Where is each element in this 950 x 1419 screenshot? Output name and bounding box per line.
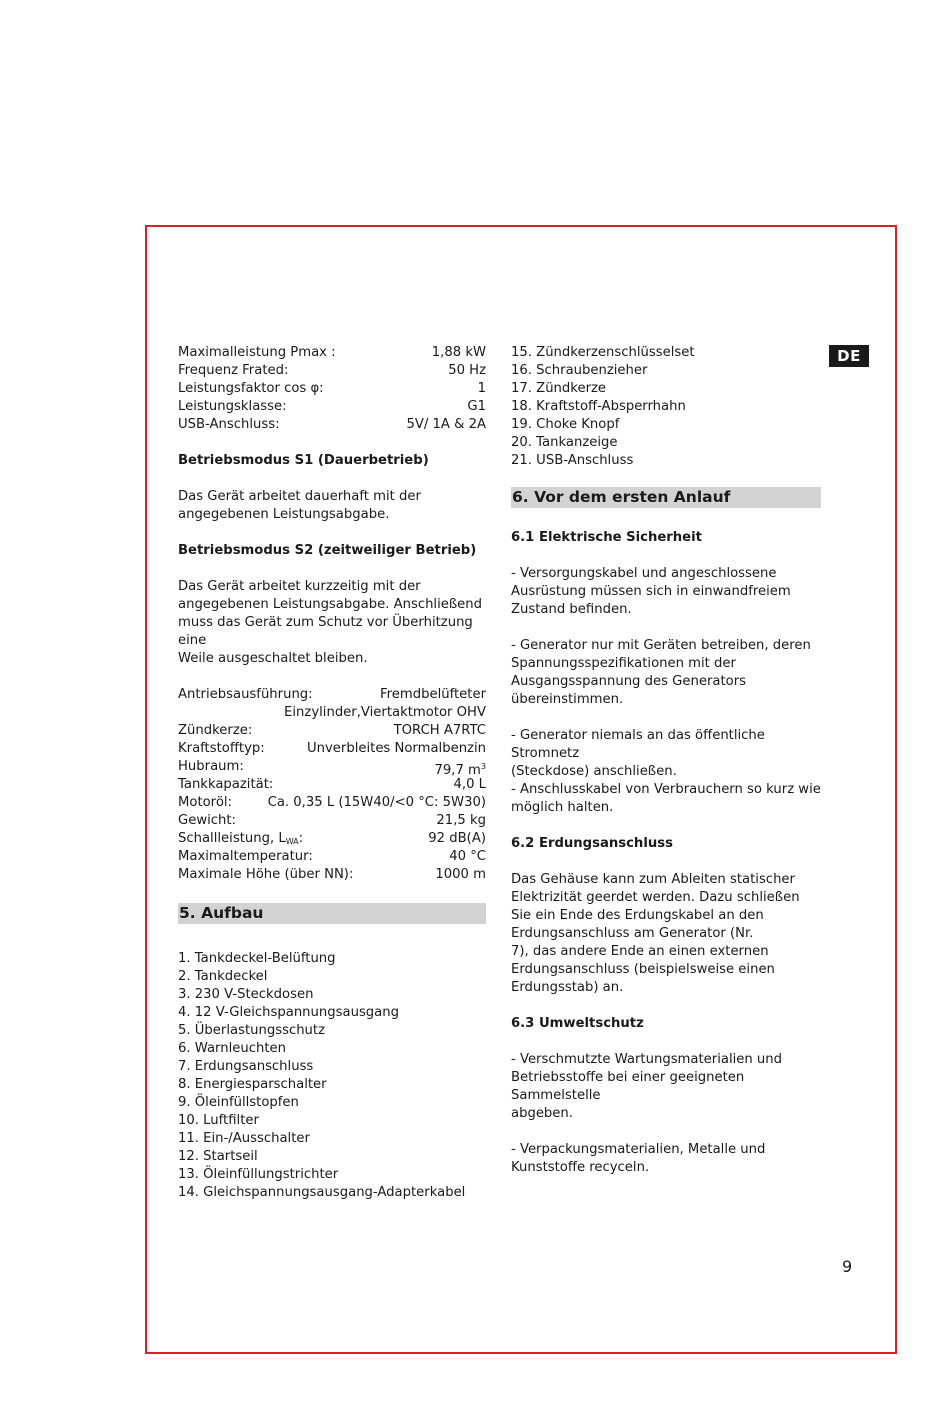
spec-value: 92 dB(A) (428, 831, 486, 846)
section-6-1-heading: 6.1 Elektrische Sicherheit (511, 530, 702, 545)
spec-row-displacement (178, 758, 486, 776)
section-6-1-para-2 (511, 637, 821, 709)
mode-s1-text (178, 488, 486, 524)
text-line: Das Gerät arbeitet kurzzeitig mit der (178, 579, 421, 594)
section-5-heading: 5. Aufbau (178, 903, 486, 924)
spec-row-maxtemp (178, 848, 486, 866)
spec-label: Motoröl: (178, 795, 232, 810)
text-line: - Anschlusskabel von Verbrauchern so kurz wie (511, 782, 821, 797)
section-6-1-para-3 (511, 727, 821, 817)
spec-row-weight (178, 812, 486, 830)
language-badge: DE (829, 345, 869, 367)
list-item: 16. Schraubenzieher (511, 363, 648, 378)
list-item: 2. Tankdeckel (178, 969, 268, 984)
spec-row-fuel (178, 740, 486, 758)
text-line: übereinstimmen. (511, 692, 624, 707)
spec-label: Maximaltemperatur: (178, 849, 313, 864)
text-line: 7), das andere Ende an einen externen (511, 944, 769, 959)
spec-label: Gewicht: (178, 813, 237, 828)
text-line: Sie ein Ende des Erdungskabel an den (511, 908, 764, 923)
text-line: möglich halten. (511, 800, 614, 815)
spec-value: 21,5 kg (436, 813, 486, 828)
list-item: 10. Luftfilter (178, 1113, 259, 1128)
spec-value: 4,0 L (453, 777, 486, 792)
spec-label: Kraftstofftyp: (178, 741, 265, 756)
spec-label: Hubraum: (178, 759, 244, 774)
spec-value: 1 (477, 381, 486, 396)
list-item: 6. Warnleuchten (178, 1041, 286, 1056)
text-line: - Verschmutzte Wartungsmaterialien und (511, 1052, 783, 1067)
text-line: angegebenen Leistungsabgabe. (178, 507, 390, 522)
spec-label: Maximalleistung Pmax : (178, 345, 336, 360)
spec-value-superscript: 3 (480, 762, 486, 771)
left-column (178, 344, 486, 1202)
spec-list-engine (178, 686, 486, 884)
spec-value: 1,88 kW (431, 345, 486, 360)
spec-label-text: Schallleistung, L (178, 831, 286, 846)
spec-row (178, 398, 486, 416)
section-6-2-para-1 (511, 871, 821, 997)
text-line: Ausgangsspannung des Generators (511, 674, 747, 689)
spec-value-number: 79,7 m (434, 763, 481, 778)
text-line: Erdungsanschluss am Generator (Nr. (511, 926, 754, 941)
text-line: Erdungsstab) an. (511, 980, 624, 995)
list-item: 11. Ein-/Ausschalter (178, 1131, 310, 1146)
list-item: 17. Zündkerze (511, 381, 607, 396)
spec-row (178, 344, 486, 362)
spec-value: TORCH A7RTC (393, 723, 486, 738)
spec-value: Ca. 0,35 L (15W40/<0 °C: 5W30) (267, 795, 486, 810)
list-item: 19. Choke Knopf (511, 417, 620, 432)
spec-label: USB-Anschluss: (178, 417, 280, 432)
spec-value: 1000 m (435, 867, 486, 882)
spec-row (178, 362, 486, 380)
page-number: 9 (842, 1257, 853, 1276)
spec-label: Antriebsausführung: (178, 687, 313, 702)
list-item: 14. Gleichspannungsausgang-Adapterkabel (178, 1185, 466, 1200)
text-line: Ausrüstung müssen sich in einwandfreiem (511, 584, 791, 599)
list-item: 1. Tankdeckel-Belüftung (178, 951, 336, 966)
spec-list-top (178, 344, 486, 434)
spec-row-sound (178, 830, 486, 848)
list-item: 21. USB-Anschluss (511, 453, 634, 468)
spec-label: Frequenz Frated: (178, 363, 289, 378)
list-item: 18. Kraftstoff-Absperrhahn (511, 399, 686, 414)
spec-label: Leistungsklasse: (178, 399, 287, 414)
spec-value: Unverbleites Normalbenzin (306, 741, 486, 756)
text-line: Betriebsstoffe bei einer geeigneten Sammelstelle (511, 1070, 745, 1103)
component-list-continued (511, 344, 821, 470)
text-line: Das Gerät arbeitet dauerhaft mit der (178, 489, 421, 504)
spec-value: Fremdbelüfteter (380, 687, 486, 702)
section-6-1-para-1 (511, 565, 821, 619)
section-6-2-heading: 6.2 Erdungsanschluss (511, 836, 673, 851)
component-list (178, 950, 486, 1202)
spec-label: Leistungsfaktor cos φ: (178, 381, 324, 396)
mode-s1-heading: Betriebsmodus S1 (Dauerbetrieb) (178, 453, 429, 468)
mode-s2-text (178, 578, 486, 668)
right-column (511, 344, 821, 1177)
spec-value: 5V/ 1A & 2A (406, 417, 486, 432)
text-line: Zustand befinden. (511, 602, 632, 617)
list-item: 13. Öleinfüllungstrichter (178, 1167, 339, 1182)
list-item: 8. Energiesparschalter (178, 1077, 327, 1092)
spec-row-drive (178, 686, 486, 704)
spec-row (178, 380, 486, 398)
text-line: Erdungsanschluss (beispielsweise einen (511, 962, 775, 977)
spec-value: 40 °C (449, 849, 486, 864)
spec-label (178, 830, 303, 848)
section-6-3-heading: 6.3 Umweltschutz (511, 1016, 644, 1031)
list-item: 3. 230 V-Steckdosen (178, 987, 314, 1002)
text-line: Weile ausgeschaltet bleiben. (178, 651, 368, 666)
spec-label: Maximale Höhe (über NN): (178, 867, 354, 882)
section-6-3-para-2 (511, 1141, 821, 1177)
text-line: Elektrizität geerdet werden. Dazu schließen (511, 890, 800, 905)
list-item: 5. Überlastungsschutz (178, 1023, 326, 1038)
text-line: - Versorgungskabel und angeschlossene (511, 566, 777, 581)
list-item: 15. Zündkerzenschlüsselset (511, 345, 695, 360)
text-line: Kunststoffe recyceln. (511, 1160, 650, 1175)
spec-value: 50 Hz (448, 363, 486, 378)
spec-label: Tankkapazität: (178, 777, 274, 792)
spec-row-altitude (178, 866, 486, 884)
spec-value-continued: Einzylinder,Viertaktmotor OHV (284, 705, 486, 720)
spec-label-subscript: WA (285, 837, 299, 846)
spec-value: G1 (467, 399, 486, 414)
text-line: muss das Gerät zum Schutz vor Überhitzung eine (178, 615, 473, 648)
spec-row (178, 416, 486, 434)
list-item: 12. Startseil (178, 1149, 258, 1164)
text-line: - Generator niemals an das öffentliche Stromnetz (511, 728, 765, 761)
text-line: Das Gehäuse kann zum Ableiten statischer (511, 872, 795, 887)
text-line: - Verpackungsmaterialien, Metalle und (511, 1142, 766, 1157)
list-item: 20. Tankanzeige (511, 435, 618, 450)
spec-value (435, 758, 487, 776)
text-line: - Generator nur mit Geräten betreiben, deren (511, 638, 811, 653)
list-item: 9. Öleinfüllstopfen (178, 1095, 299, 1110)
spec-row-oil (178, 794, 486, 812)
text-line: angegebenen Leistungsabgabe. Anschließend (178, 597, 483, 612)
spec-label: Zündkerze: (178, 723, 253, 738)
list-item: 4. 12 V-Gleichspannungsausgang (178, 1005, 399, 1020)
spec-row-plug (178, 722, 486, 740)
list-item: 7. Erdungsanschluss (178, 1059, 314, 1074)
spec-row-tank (178, 776, 486, 794)
section-6-3-para-1 (511, 1051, 821, 1123)
text-line: (Steckdose) anschließen. (511, 764, 677, 779)
mode-s2-heading: Betriebsmodus S2 (zeitweiliger Betrieb) (178, 543, 477, 558)
section-6-heading: 6. Vor dem ersten Anlauf (511, 487, 821, 508)
text-line: abgeben. (511, 1106, 573, 1121)
spec-label-colon: : (298, 831, 304, 846)
text-line: Spannungsspezifikationen mit der (511, 656, 736, 671)
